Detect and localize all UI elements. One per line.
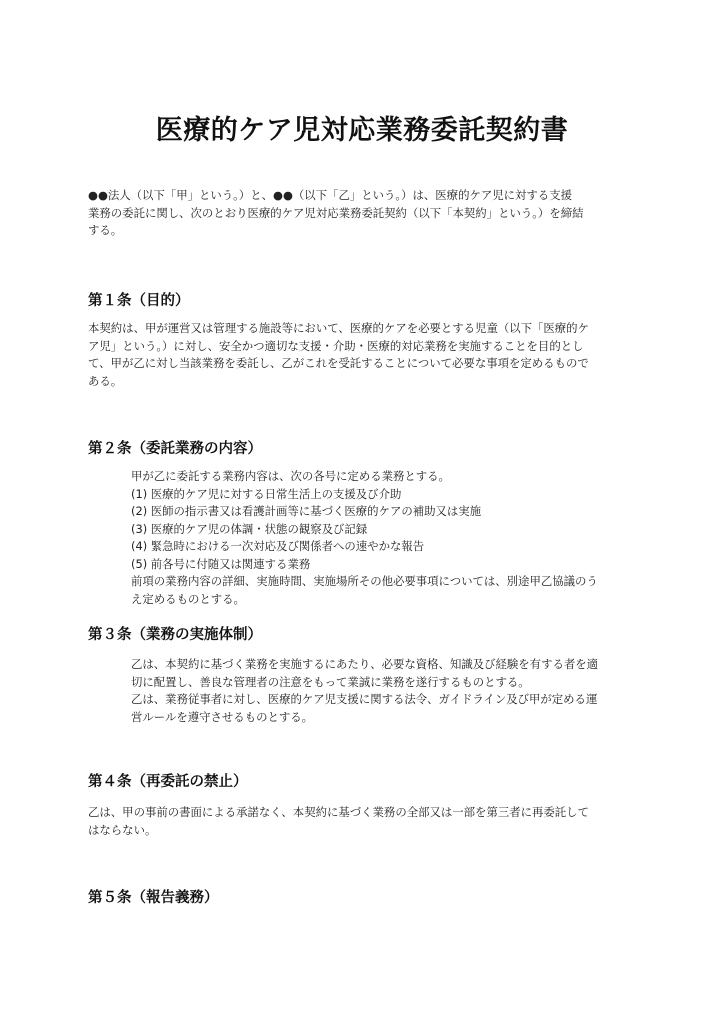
list-item: (1) 医療的ケア児に対する日常生活上の支援及び介助: [131, 486, 402, 501]
article-4-heading: 第４条（再委託の禁止）: [88, 774, 248, 790]
article-3-heading: 第３条（業務の実施体制）: [88, 627, 262, 643]
article-2-heading: 第２条（委託業務の内容）: [88, 441, 262, 457]
article-line: 本契約は、甲が運営又は管理する施設等において、医療的ケアを必要とする児童（以下「医療的ケ: [88, 321, 589, 335]
list-item: (4) 緊急時における一次対応及び関係者への速やかな報告: [131, 539, 425, 553]
article-5-heading: 第５条（報告義務）: [88, 890, 219, 906]
list-item: (3) 医療的ケア児の体調・状態の観察及び記録: [131, 521, 368, 536]
document-title: 医療的ケア児対応業務委託契約書: [155, 115, 569, 146]
article-4-body: [88, 804, 636, 839]
article-line: ア児」という。）に対し、安全かつ適切な支援・介助・医療的対応業務を実施することを目的とし: [88, 338, 584, 353]
article-line: 乙は、業務従事者に対し、医療的ケア児支援に関する法令、ガイドライン及び甲が定める運: [131, 692, 598, 706]
article-1-body: [88, 320, 636, 390]
article-line: 乙は、甲の事前の書面による承諾なく、本契約に基づく業務の全部又は一部を第三者に再委託して: [88, 805, 589, 819]
article-line: 前項の業務内容の詳細、実施時間、実施場所その他必要事項については、別途甲乙協議のう: [131, 574, 598, 588]
article-2-body: [131, 468, 636, 608]
article-line: て、甲が乙に対し当該業務を委託し、乙がこれを受託することについて必要な事項を定めるもので: [88, 356, 589, 370]
article-3-body: [131, 656, 636, 726]
article-1-heading: 第１条（目的）: [88, 293, 190, 309]
list-item: (5) 前各号に付随又は関連する業務: [131, 556, 311, 571]
article-line: ある。: [88, 373, 123, 388]
list-item: (2) 医師の指示書又は看護計画等に基づく医療的ケアの補助又は実施: [131, 504, 482, 518]
article-line: 甲が乙に委託する業務内容は、次の各号に定める業務とする。: [131, 469, 450, 483]
article-line: え定めるものとする。: [131, 591, 245, 606]
article-line: はならない。: [88, 822, 157, 837]
article-line: 切に配置し、善良な管理者の注意をもって業誠に業務を遂行するものとする。: [131, 674, 530, 689]
preamble: [88, 187, 636, 240]
article-line: 営ルールを遵守させるものとする。: [131, 709, 314, 724]
preamble-line: する。: [88, 223, 123, 237]
preamble-line: ●●法人（以下「甲」という。）と、●●（以下「乙」という。）は、医療的ケア児に対する支援: [88, 188, 572, 202]
preamble-line: 業務の委託に関し、次のとおり医療的ケア児対応業務委託契約（以下「本契約」という。）を締結: [88, 205, 584, 220]
article-line: 乙は、本契約に基づく業務を実施するにあたり、必要な資格、知識及び経験を有する者を適: [131, 657, 599, 671]
